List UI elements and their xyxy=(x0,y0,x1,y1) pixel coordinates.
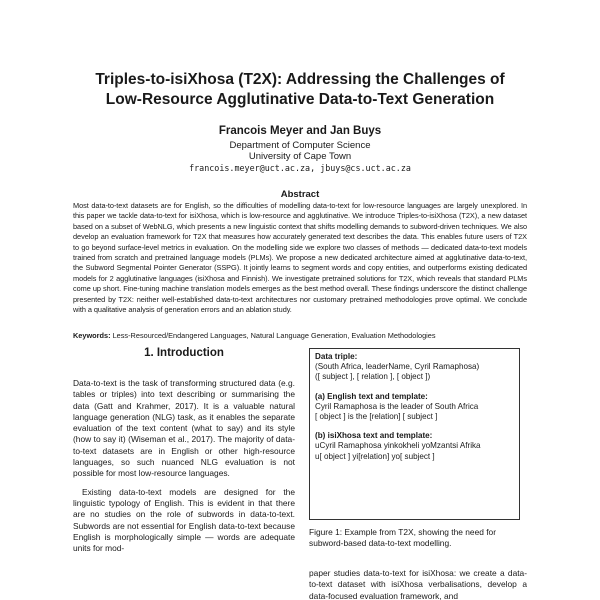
paper-title xyxy=(40,70,560,110)
figure-1-box xyxy=(309,348,520,520)
section-heading-introduction: 1. Introduction xyxy=(144,347,224,359)
abstract-heading: Abstract xyxy=(280,189,320,200)
keywords xyxy=(73,331,527,341)
keywords-label: Keywords: xyxy=(73,331,111,340)
left-column-text xyxy=(73,378,295,600)
figure-data-triple xyxy=(315,352,514,383)
figure-english xyxy=(315,392,514,423)
author-names: Francois Meyer and Jan Buys xyxy=(218,125,382,137)
figure-1-caption: Figure 1: Example from T2X, showing the need for subword-based data-to-text modelling. xyxy=(309,527,496,548)
figure-isixhosa xyxy=(315,431,514,462)
right-column-text: paper studies data-to-text for isiXhosa: we create a data-to-text dataset with isiXhosa verbalisations, develop a data-focused evaluation framework, and xyxy=(309,568,527,600)
triple-label: Data triple: xyxy=(315,352,358,361)
xhosa-template: u[ object ] yi[relation] yo[ subject ] xyxy=(315,451,435,461)
department: Department of Computer Science xyxy=(229,140,371,151)
intro-paragraph-2: Existing data-to-text models are designed for the linguistic typology of English. This is evident in that there are no studies on the role of subwords in data-to-text. Subwords are not essential for English data-to-text because English is morphologically simple — words are adequate units for mod- xyxy=(73,486,295,554)
triple-text: (South Africa, leaderName, Cyril Ramaphosa) xyxy=(315,362,480,372)
author-emails: francois.meyer@uct.ac.za, jbuys@cs.uct.ac.za xyxy=(189,163,411,173)
english-label: (a) English text and template: xyxy=(315,391,428,401)
intro-paragraph-1: Data-to-text is the task of transforming structured data (e.g. tables or triples) into text describing or summarising the data (Gatt and Krahmer, 2017). It is a valuable natural language generation (NLG) task, as it enables the separate evaluation of the text content (what to say) and its style (how to say it) (Wiseman et al., 2017). The majority of data-to-text datasets are in English or other high-resource languages, so such nuanced NLG evaluation is not possible for most low-resource languages. xyxy=(73,378,295,479)
english-template: [ object ] is the [relation] [ subject ] xyxy=(315,412,438,422)
xhosa-label: (b) isiXhosa text and template: xyxy=(315,431,433,441)
title-line-1: Triples-to-isiXhosa (T2X): Addressing the Challenges of xyxy=(95,71,505,88)
title-line-2: Low-Resource Agglutinative Data-to-Text Generation xyxy=(105,91,495,108)
keywords-text: Less-Resourced/Endangered Languages, Natural Language Generation, Evaluation Methodologies xyxy=(112,331,436,340)
xhosa-text: uCyril Ramaphosa yinkokheli yoMzantsi Afrika xyxy=(315,441,481,451)
abstract-text: Most data-to-text datasets are for English, so the difficulties of modelling data-to-text for low-resource languages are largely unexplored. In this paper we tackle data-to-text for isiXhosa, which is low-resource and agglutinative. We introduce Triples-to-isiXhosa (T2X), a new dataset based on a subset of WebNLG, which presents a new linguistic context that shifts modelling demands to subword-driven techniques. We also develop an evaluation framework for T2X that measures how accurately generated text describes the data. This enables future users of T2X to go beyond surface-level metrics in evaluation. On the modelling side we explore two classes of methods — dedicated data-to-text models trained from scratch and pretrained language models (PLMs). We propose a new dedicated architecture aimed at agglutinative data-to-text, the Subword Segmental Pointer Generator (SSPG). It jointly learns to segment words and copy entities, and outperforms existing dedicated models for 2 agglutinative languages (isiXhosa and Finnish). We investigate pretrained solutions for T2X, which reveals that standard PLMs come up short. Fine-tuning machine translation models emerges as the best method overall. These findings underscore the distinct challenge presented by T2X: neither well-established data-to-text architectures nor customary pretrained methodologies prove optimal. We conclude with a qualitative analysis of generation errors and an ablation study. xyxy=(73,201,527,315)
affiliation xyxy=(40,140,560,162)
english-text: Cyril Ramaphosa is the leader of South Africa xyxy=(315,401,479,411)
triple-template: ([ subject ], [ relation ], [ object ]) xyxy=(315,372,431,382)
university: University of Cape Town xyxy=(248,151,352,162)
